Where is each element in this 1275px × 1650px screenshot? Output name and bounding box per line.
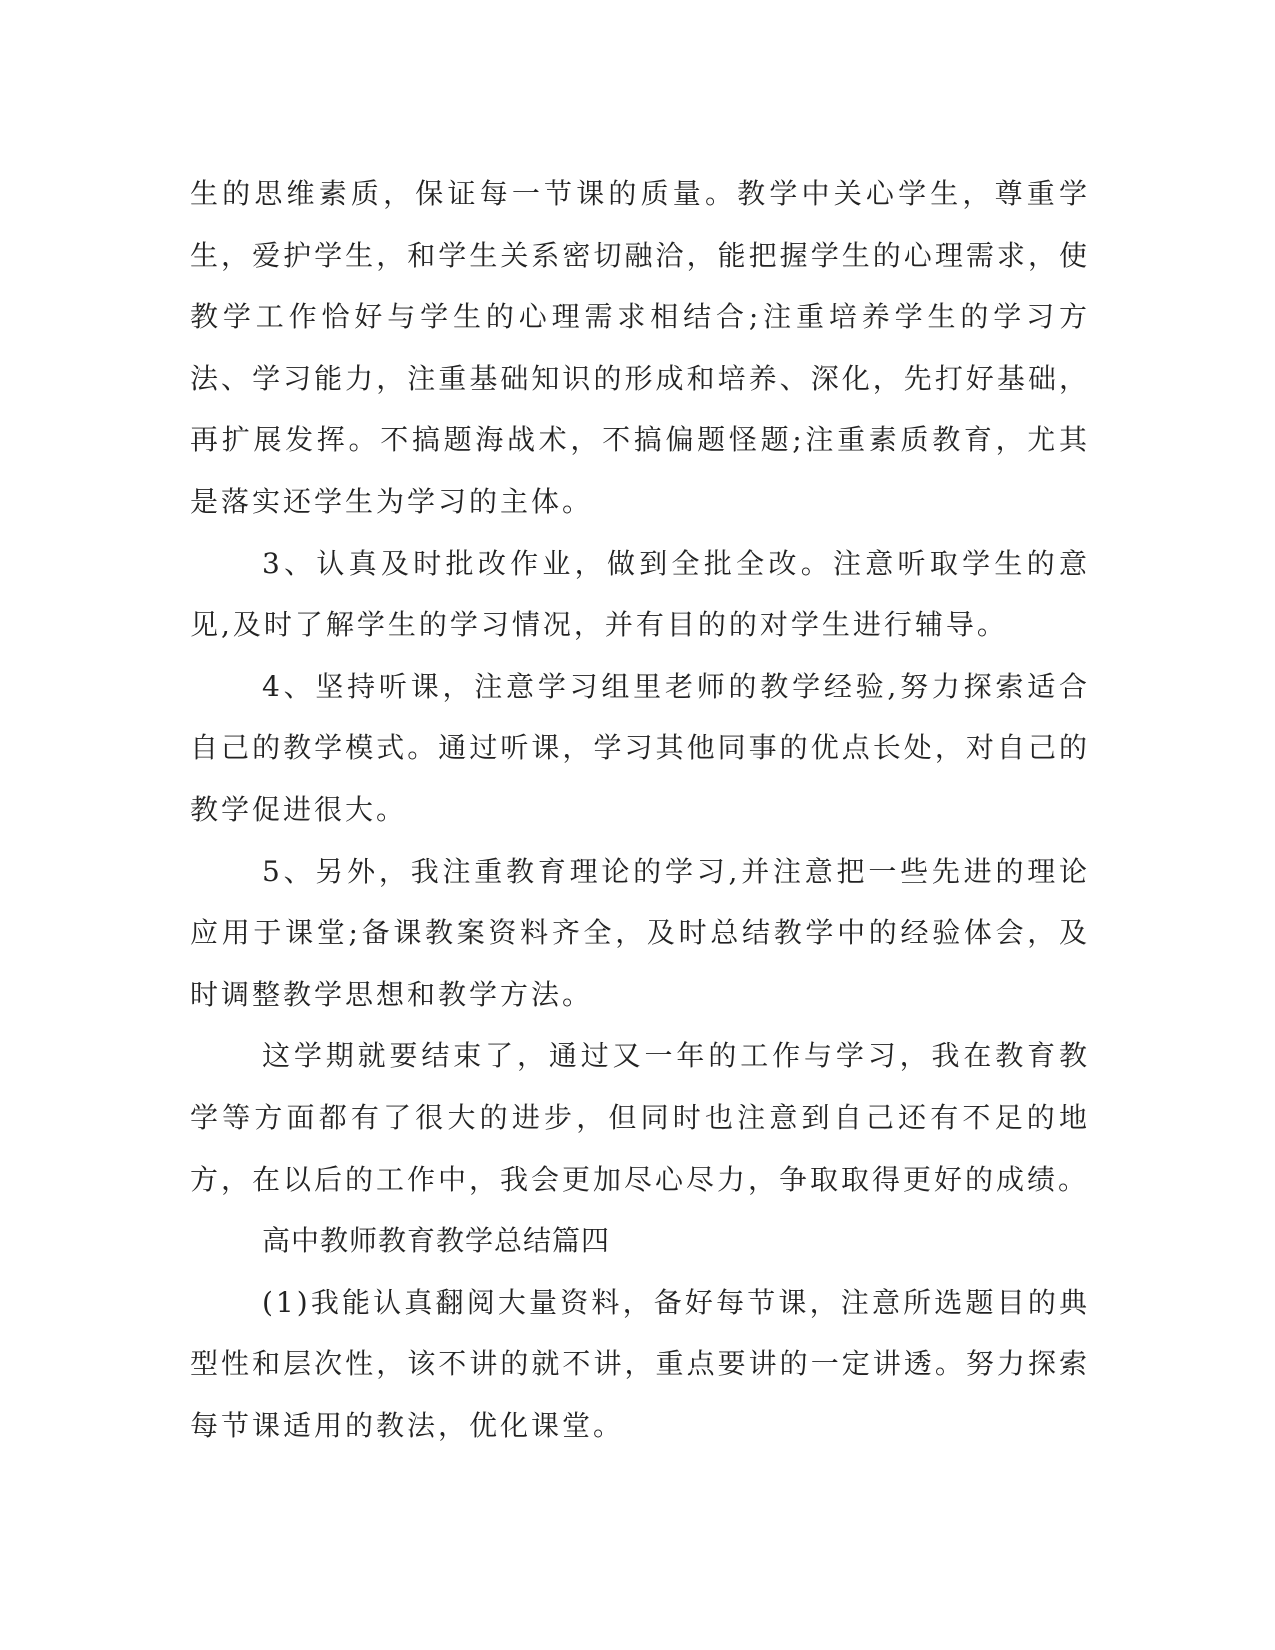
paragraph-item-1: (1)我能认真翻阅大量资料，备好每节课，注意所选题目的典型性和层次性，该不讲的就不讲，重点要讲的一定讲透。努力探索每节课适用的教法，优化课堂。 xyxy=(190,1285,1090,1442)
paragraph-item-4: 4、坚持听课，注意学习组里老师的教学经验,努力探索适合自己的教学模式。通过听课，学习其他同事的优点长处，对自己的教学促进很大。 xyxy=(190,669,1090,826)
document-body xyxy=(190,163,1090,1456)
paragraph-conclusion: 这学期就要结束了，通过又一年的工作与学习，我在教育教学等方面都有了很大的进步，但同时也注意到自己还有不足的地方，在以后的工作中，我会更加尽心尽力，争取取得更好的成绩。 xyxy=(190,1039,1090,1196)
paragraph-item-5: 5、另外，我注重教育理论的学习,并注意把一些先进的理论应用于课堂;备课教案资料齐全，及时总结教学中的经验体会，及时调整教学思想和教学方法。 xyxy=(190,854,1090,1011)
paragraph-continued: 生的思维素质，保证每一节课的质量。教学中关心学生，尊重学生，爱护学生，和学生关系密切融洽，能把握学生的心理需求，使教学工作恰好与学生的心理需求相结合;注重培养学生的学习方法、学习能力，注重基础知识的形成和培养、深化，先打好基础，再扩展发挥。不搞题海战术，不搞偏题怪题;注重素质教育，尤其是落实还学生为学习的主体。 xyxy=(190,177,1090,518)
section-heading: 高中教师教育教学总结篇四 xyxy=(262,1224,611,1258)
paragraph-item-3: 3、认真及时批改作业，做到全批全改。注意听取学生的意见,及时了解学生的学习情况，并有目的的对学生进行辅导。 xyxy=(190,546,1090,642)
